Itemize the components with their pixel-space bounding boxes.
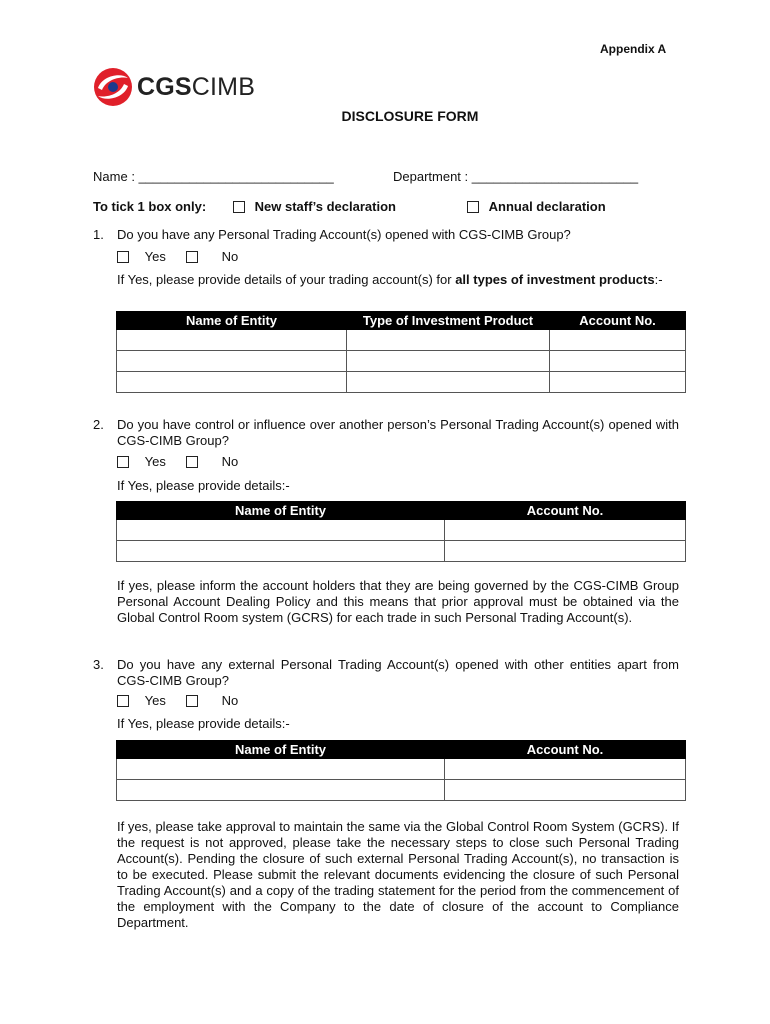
new-staff-checkbox[interactable]	[233, 201, 245, 213]
appendix-label: Appendix A	[600, 42, 667, 56]
q1-no-option[interactable]	[186, 249, 238, 264]
table-cell[interactable]	[550, 330, 686, 351]
tick-instruction: To tick 1 box only:	[93, 199, 207, 214]
form-title: DISCLOSURE FORM	[341, 108, 479, 124]
table-cell[interactable]	[550, 351, 686, 372]
table-cell[interactable]	[445, 780, 686, 801]
annual-option[interactable]	[467, 199, 606, 214]
q3-yes-label: Yes	[144, 693, 166, 708]
table-row	[117, 780, 686, 801]
q1-number: 1.	[93, 227, 104, 242]
q1-col-entity: Name of Entity	[117, 312, 347, 330]
table-cell[interactable]	[117, 759, 445, 780]
q2-yes-label: Yes	[144, 454, 166, 469]
department-field[interactable]	[393, 169, 638, 184]
name-colon: :	[131, 169, 135, 184]
table-cell[interactable]	[117, 330, 347, 351]
q1-yes-option[interactable]	[117, 249, 166, 264]
table-cell[interactable]	[117, 351, 347, 372]
department-blank[interactable]: _______________________	[471, 169, 639, 184]
new-staff-option[interactable]	[233, 199, 396, 214]
q2-number: 2.	[93, 417, 104, 432]
table-cell[interactable]	[347, 372, 550, 393]
table-cell[interactable]	[550, 372, 686, 393]
table-cell[interactable]	[117, 520, 445, 541]
q2-table	[116, 501, 686, 562]
table-cell[interactable]	[117, 541, 445, 562]
q3-table	[116, 740, 686, 801]
q3-yes-option[interactable]	[117, 693, 166, 708]
annual-label: Annual declaration	[488, 199, 606, 214]
q2-details: If Yes, please provide details:-	[117, 478, 290, 493]
table-cell[interactable]	[445, 520, 686, 541]
q1-details-text: If Yes, please provide details of your trading account(s) for	[117, 272, 456, 287]
table-row	[117, 372, 686, 393]
q1-details	[117, 272, 679, 288]
q3-note: If yes, please take approval to maintain the same via the Global Control Room System (GCRS). If the request is not approved, please take the necessary steps to close such Personal Trading Account(s). Pending the closure of such external Personal Trading Account(s), no transaction is to be executed. Please submit the relevant documents evidencing the closure of such Personal Trading Account(s) and a copy of the trading statement for the period from the commencement of the employment with the Company to the date of closure of the account to Compliance Department.	[117, 819, 679, 930]
q2-col-entity: Name of Entity	[117, 502, 445, 520]
q3-yes-checkbox[interactable]	[117, 695, 129, 707]
table-row	[117, 759, 686, 780]
table-row	[117, 330, 686, 351]
table-cell[interactable]	[347, 351, 550, 372]
q2-note: If yes, please inform the account holders that they are being governed by the CGS-CIMB Group Personal Account Dealing Policy and this means that prior approval must be obtained via the Global Control Room system (GCRS) for each trade in such Personal Trading Account(s).	[117, 578, 679, 625]
q3-number: 3.	[93, 657, 104, 672]
table-cell[interactable]	[347, 330, 550, 351]
name-label: Name	[93, 169, 128, 184]
q3-details: If Yes, please provide details:-	[117, 716, 290, 731]
q3-col-entity: Name of Entity	[117, 741, 445, 759]
q1-col-account: Account No.	[550, 312, 686, 330]
q3-col-account: Account No.	[445, 741, 686, 759]
new-staff-label: New staff’s declaration	[254, 199, 396, 214]
logo-text-bold: CGS	[137, 73, 192, 101]
q2-yes-option[interactable]	[117, 454, 166, 469]
q2-yes-checkbox[interactable]	[117, 456, 129, 468]
department-colon: :	[464, 169, 469, 184]
company-logo	[92, 66, 282, 108]
q1-question: Do you have any Personal Trading Account(s) opened with CGS-CIMB Group?	[117, 227, 571, 242]
q2-question: Do you have control or influence over another person’s Personal Trading Account(s) opened with CGS-CIMB Group?	[117, 417, 679, 448]
q1-details-bold: all types of investment products	[455, 272, 655, 287]
q2-no-checkbox[interactable]	[186, 456, 198, 468]
q2-no-option[interactable]	[186, 454, 238, 469]
logo-text-light: CIMB	[191, 73, 256, 101]
department-label: Department	[393, 169, 461, 184]
table-cell[interactable]	[445, 541, 686, 562]
table-cell[interactable]	[117, 780, 445, 801]
q2-col-account: Account No.	[445, 502, 686, 520]
table-cell[interactable]	[117, 372, 347, 393]
q2-no-label: No	[221, 454, 239, 469]
q1-no-label: No	[221, 249, 239, 264]
q1-table	[116, 311, 686, 393]
q3-no-option[interactable]	[186, 693, 238, 708]
q3-no-label: No	[221, 693, 239, 708]
q1-details-suffix: :-	[654, 272, 663, 287]
table-row	[117, 520, 686, 541]
table-cell[interactable]	[445, 759, 686, 780]
q3-question: Do you have any external Personal Trading Account(s) opened with other entities apart from CGS-CIMB Group?	[117, 657, 679, 688]
q1-yes-label: Yes	[144, 249, 166, 264]
table-row	[117, 351, 686, 372]
q3-no-checkbox[interactable]	[186, 695, 198, 707]
q1-col-product: Type of Investment Product	[347, 312, 550, 330]
name-field[interactable]	[93, 169, 334, 184]
q1-yes-checkbox[interactable]	[117, 251, 129, 263]
annual-checkbox[interactable]	[467, 201, 479, 213]
q1-no-checkbox[interactable]	[186, 251, 198, 263]
name-blank[interactable]: ___________________________	[138, 169, 334, 184]
logo-mark-icon	[92, 66, 134, 108]
table-row	[117, 541, 686, 562]
